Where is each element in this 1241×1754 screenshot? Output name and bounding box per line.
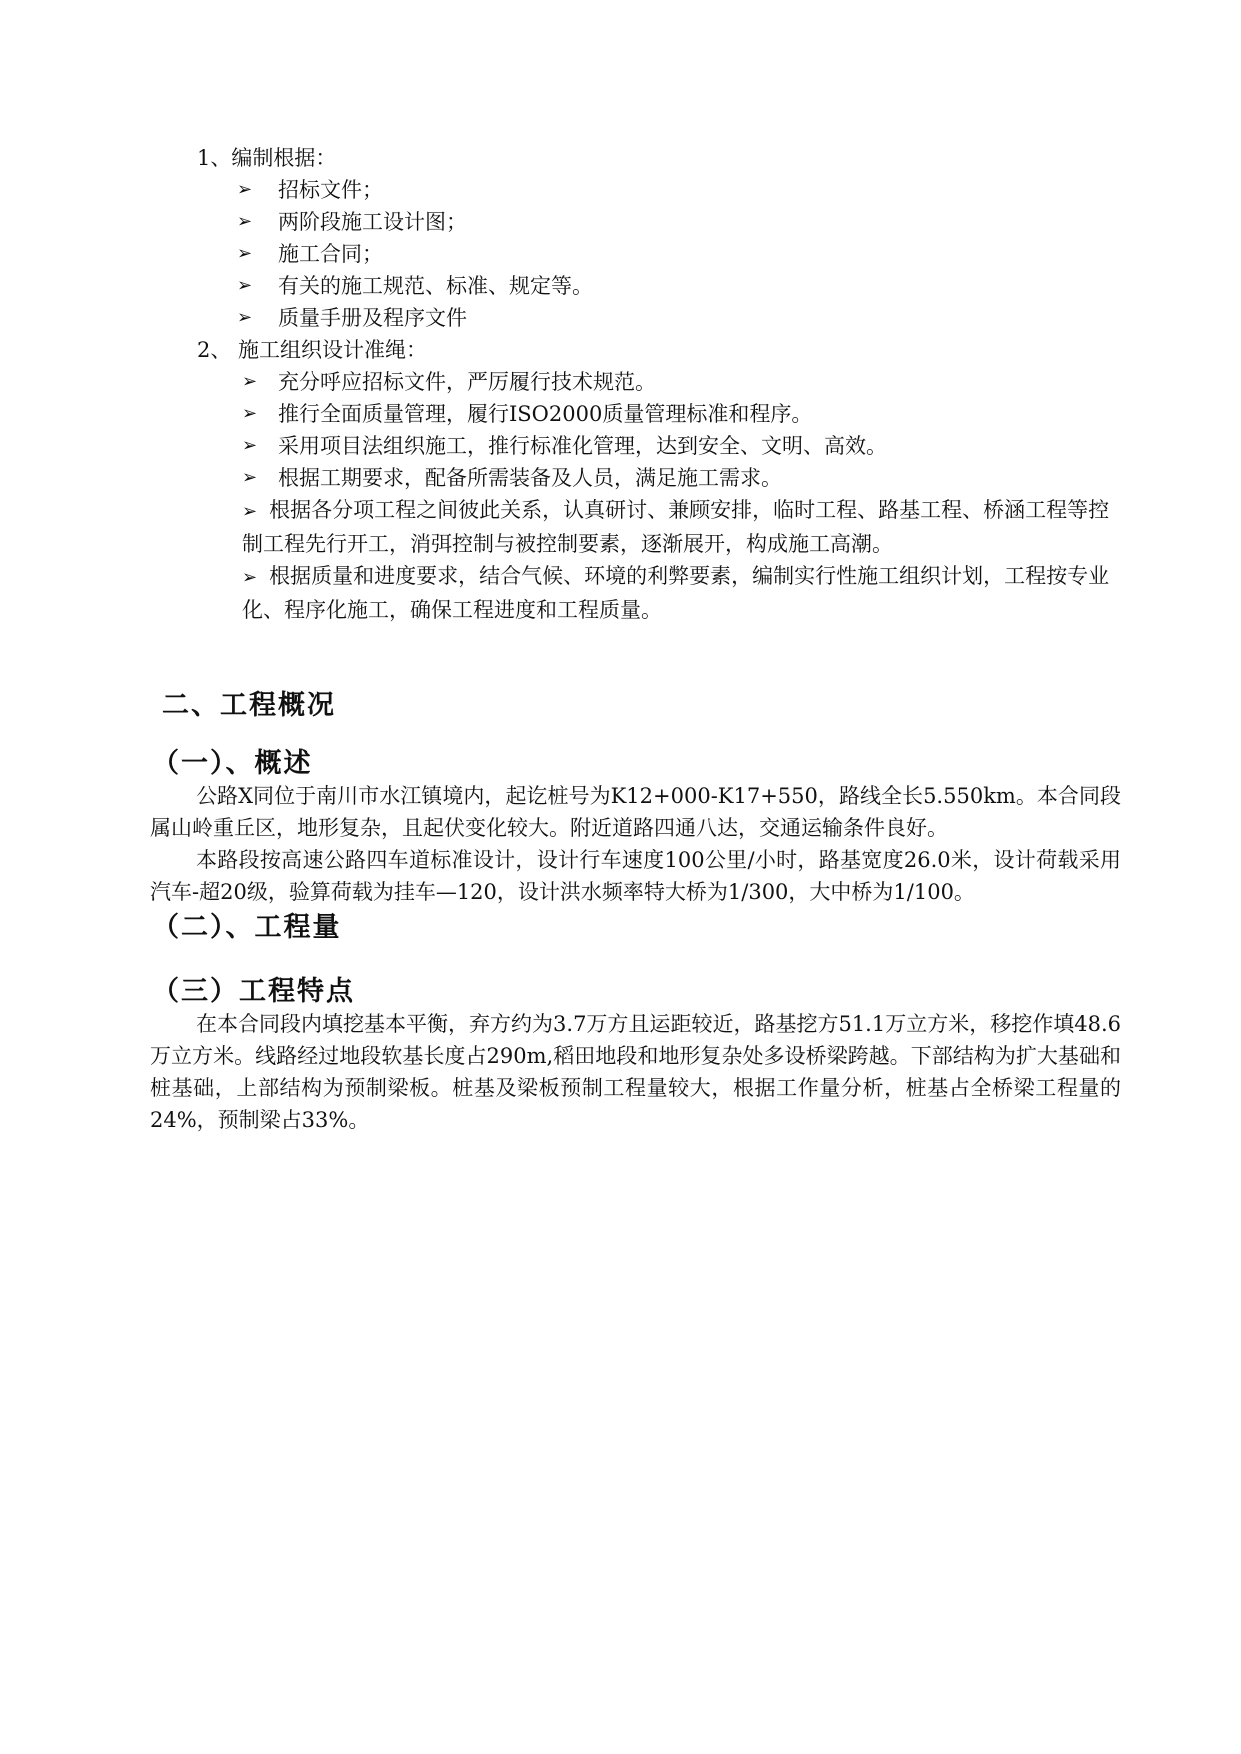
arrowhead-bullet-icon: ➢ bbox=[242, 403, 258, 424]
principles-list bbox=[150, 366, 1121, 626]
arrowhead-bullet-icon: ➢ bbox=[237, 243, 253, 264]
features-paragraph: 在本合同段内填挖基本平衡，弃方约为3.7万方且运距较近，路基挖方51.1万立方米，移挖作填48.6万立方米。线路经过地段软基长度占290m,稻田地段和地形复杂处多设桥梁跨越。下部结构为扩大基础和桩基础，上部结构为预制梁板。桩基及梁板预制工程量较大，根据工作量分析，桩基占全桥梁工程量的24%，预制梁占33%。 bbox=[150, 1012, 1121, 1132]
arrowhead-bullet-icon: ➢ bbox=[237, 275, 253, 296]
arrowhead-bullet-icon: ➢ bbox=[242, 501, 258, 522]
subsection-title-overview: （一）、概述 bbox=[152, 748, 313, 779]
list-item: ➢ 质量手册及程序文件 bbox=[150, 302, 1121, 334]
arrowhead-bullet-icon: ➢ bbox=[237, 179, 253, 200]
overview-paragraph-2: 本路段按高速公路四车道标准设计，设计行车速度100公里/小时，路基宽度26.0米，设计荷载采用汽车-超20级，验算荷载为挂车—120，设计洪水频率特大桥为1/300，大中桥为1/100。 bbox=[150, 848, 1121, 904]
list-item: ➢ 根据工期要求，配备所需装备及人员，满足施工需求。 bbox=[150, 462, 1121, 494]
list-item: ➢ 两阶段施工设计图； bbox=[150, 206, 1121, 238]
list-item: ➢ 根据各分项工程之间彼此关系，认真研讨、兼顾安排，临时工程、路基工程、桥涵工程等控制工程先行开工，消弭控制与被控制要素，逐渐展开，构成施工高潮。 bbox=[242, 498, 1110, 556]
list-item: ➢ 采用项目法组织施工，推行标准化管理，达到安全、文明、高效。 bbox=[150, 430, 1121, 462]
section-title: 二、工程概况 bbox=[162, 690, 336, 721]
subsection-title-quantity: （二）、工程量 bbox=[152, 912, 342, 943]
arrowhead-bullet-icon: ➢ bbox=[242, 371, 258, 392]
list-item: ➢ 有关的施工规范、标准、规定等。 bbox=[150, 270, 1121, 302]
arrowhead-bullet-icon: ➢ bbox=[242, 435, 258, 456]
list-item: ➢ 根据质量和进度要求，结合气候、环境的利弊要素，编制实行性施工组织计划，工程按专业化、程序化施工，确保工程进度和工程质量。 bbox=[242, 564, 1110, 622]
arrowhead-bullet-icon: ➢ bbox=[237, 307, 253, 328]
list-item: ➢ 充分呼应招标文件，严厉履行技术规范。 bbox=[150, 366, 1121, 398]
basis-list bbox=[150, 174, 1121, 334]
overview-paragraph-1: 公路X同位于南川市水江镇境内，起讫桩号为K12+000-K17+550，路线全长5.550km。本合同段属山岭重丘区，地形复杂，且起伏变化较大。附近道路四通八达，交通运输条件良好。 bbox=[150, 784, 1121, 840]
arrowhead-bullet-icon: ➢ bbox=[242, 467, 258, 488]
arrowhead-bullet-icon: ➢ bbox=[237, 211, 253, 232]
list-item: ➢ 施工合同； bbox=[150, 238, 1121, 270]
principles-heading: 2、 施工组织设计准绳： bbox=[197, 338, 428, 362]
subsection-title-features: （三）工程特点 bbox=[152, 976, 355, 1007]
arrowhead-bullet-icon: ➢ bbox=[242, 567, 258, 588]
list-item: ➢ 招标文件； bbox=[150, 174, 1121, 206]
list-item: ➢ 推行全面质量管理，履行ISO2000质量管理标准和程序。 bbox=[150, 398, 1121, 430]
basis-heading: 1、编制根据： bbox=[197, 146, 337, 170]
